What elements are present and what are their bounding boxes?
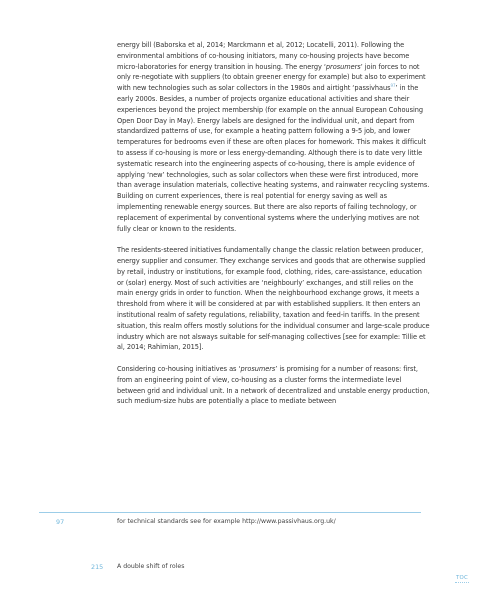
paragraph-3-part-1: Considering co-housing initiatives as ‘ <box>117 364 241 373</box>
paragraph-1-part-2: ’ join forces to not only re-negotiate with suppliers (to obtain greener energy for example) but also to experiment with new technologies such as solar collectors in the 1980s and airtight ‘passivhaus <box>117 62 426 93</box>
footnote-divider <box>39 512 421 513</box>
prosumers-term: prosumers <box>240 364 276 373</box>
toc-underline <box>455 582 469 583</box>
paragraph-1-part-3: ’ in the early 2000s. Besides, a number of projects organize educational activities and share their experiences beyond the project membership (for example on the annual European Cohousing Open Door Day in May). Energy labels are designed for the individual unit, and depart from standardized patterns of use, for example a heating pattern following a 9-5 job, and lower temperatures for bedrooms even if these are often places for homework. This makes it difficult to assess if co-housing is more or less energy-demanding. Although there is to date very little systematic research into the engineering aspects of co-housing, there is ample evidence of applying ‘new’ technologies, such as solar collectors when these were first introduced, more than average insulation materials, collective heating systems, and rainwater recycling systems. Building on current experiences, there is real potential for energy saving as well as implementing renewable energy sources. But there are also reports of failing technology, or replacement of experimental by conventional systems where the underlying motives are not fully clear or known to the residents. <box>117 84 430 233</box>
toc-link[interactable] <box>455 575 469 583</box>
running-title: A double shift of roles <box>117 563 185 570</box>
page-number: 215 <box>91 563 104 571</box>
paragraph-1 <box>117 40 430 234</box>
paragraph-3 <box>117 364 430 407</box>
paragraph-2: The residents-steered initiatives fundamentally change the classic relation between producer, energy supplier and consumer. They exchange services and goods that are otherwise supplied by retail, industry or institutions, for example food, clothing, rides, care-assistance, education or (solar) energy. Most of such activities are ‘neighbourly’ exchanges, and still relies on the main energy grids in order to function. When the neighbourhood exchange grows, it meets a threshold from where it will be considered at par with established suppliers. It then enters an institutional realm of safety regulations, reliability, taxation and feed-in tariffs. In the present situation, this realm offers mostly solutions for the individual consumer and large-scale produce industry which are not alsways suitable for self-managing collectives [see for example: Tillie et al, 2014; Rahimian, 2015]. <box>117 246 430 352</box>
paragraph-1-part-1: energy bill (Baborska et al, 2014; Marckmann et al, 2012; Locatelli, 2011). Following the environmental ambitions of co-housing initiators, many co-housing projects have become micro-laboratories for energy transition in housing. The energy ‘ <box>117 41 410 71</box>
footnote-number: 97 <box>56 518 65 526</box>
footnote-reference[interactable]: 97 <box>390 83 396 89</box>
paragraph-3-part-2: ’ is promising for a number of reasons: first, from an engineering point of view, co-housing as a cluster forms the intermediate level between grid and individual unit. In a network of decentralized and unstable energy production, such medium-size hubs are potentially a place to mediate between <box>117 364 430 406</box>
toc-label[interactable]: TOC <box>456 575 468 581</box>
footnote-text: for technical standards see for example http://www.passivhaus.org.uk/ <box>117 518 336 525</box>
prosumers-term: prosumers <box>325 62 361 71</box>
main-text-column <box>117 40 430 418</box>
